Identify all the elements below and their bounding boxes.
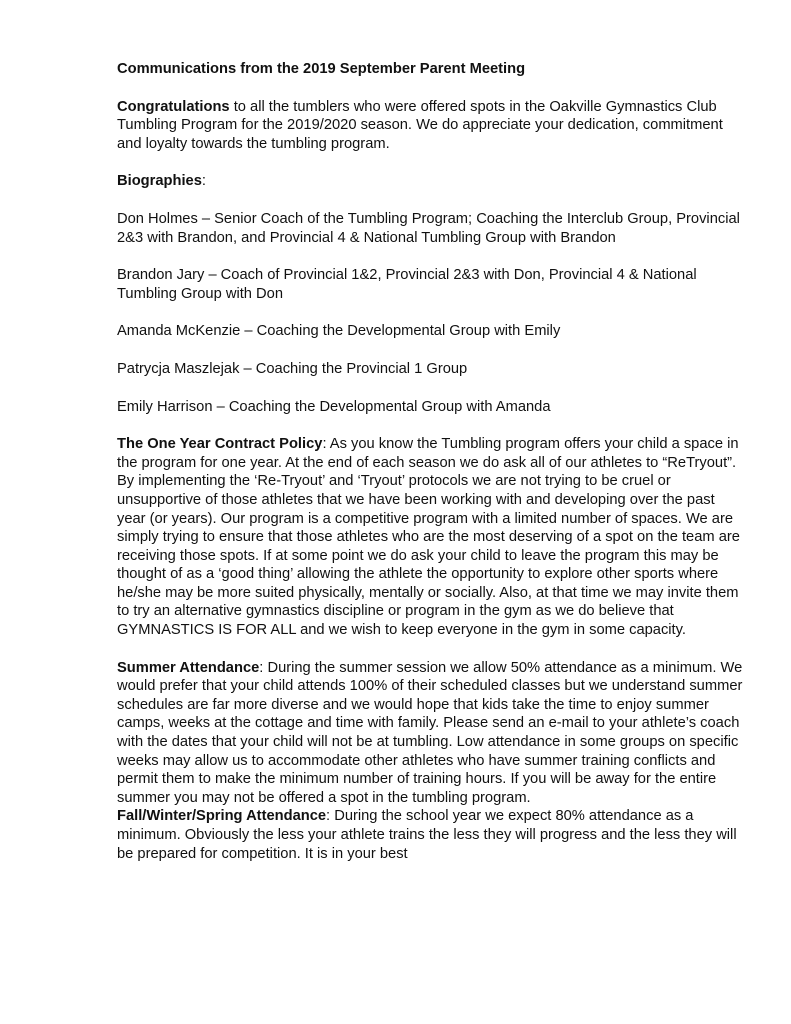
fall-attendance-paragraph [117,807,747,863]
fall-attendance-lead: Fall/Winter/Spring Attendance [117,808,327,825]
bio-brandon-jary: Brandon Jary – Coach of Provincial 1&2, Provincial 2&3 with Don, Provincial 4 & National Tumbling Group with Don [117,267,697,302]
congratulations-lead: Congratulations [117,98,230,115]
bio-emily-harrison: Emily Harrison – Coaching the Developmental Group with Amanda [117,398,551,415]
fall-attendance-text: : During the school year we expect 80% attendance as a minimum. Obviously the less your athlete trains the less they will progress and the less they will be prepared for competition. It is in your best [117,808,737,862]
contract-policy-lead: The One Year Contract Policy [117,436,323,453]
bio-amanda-mckenzie: Amanda McKenzie – Coaching the Developmental Group with Emily [117,323,561,340]
summer-attendance-lead: Summer Attendance [117,659,260,676]
contract-policy-paragraph [117,435,747,640]
summer-attendance-paragraph [117,659,747,808]
biographies-heading [117,172,747,191]
document-title: Communications from the 2019 September Parent Meeting [117,61,526,77]
biographies-lead: Biographies [117,173,202,190]
congratulations-paragraph [117,98,747,154]
summer-attendance-text: : During the summer session we allow 50% attendance as a minimum. We would prefer that your child attends 100% of their scheduled classes but we understand summer schedules are far more diverse and we would hope that kids take the time to enjoy summer camps, weeks at the cottage and time with family. Please send an e-mail to your athlete’s coach with the dates that your child will not be at tumbling. Low attendance in some groups on specific weeks may allow us to accommodate other athletes who have summer training conflicts and permit them to make the minimum number of training hours. If you will be away for the entire summer you may not be offered a spot in the tumbling program. [117,659,743,806]
biographies-colon: : [201,173,206,190]
bio-don-holmes: Don Holmes – Senior Coach of the Tumbling Program; Coaching the Interclub Group, Provincial 2&3 with Brandon, and Provincial 4 & National Tumbling Group with Brandon [117,210,740,246]
congratulations-text: to all the tumblers who were offered spots in the Oakville Gymnastics Club Tumbling Program for the 2019/2020 season. We do appreciate your dedication, commitment and loyalty towards the tumbling program. [117,98,723,152]
contract-policy-text: : As you know the Tumbling program offers your child a space in the program for one year. At the end of each season we do ask all of our athletes to “ReTryout”. By implementing the ‘Re-Tryout’ and ‘Tryout’ protocols we are not trying to be cruel or unsupportive of those athletes that we have been working with and developing over the past year (or years). Our program is a competitive program with a limited number of spaces. We are simply trying to ensure that those athletes who are the most deserving of a spot on the team are receiving those spots. If at some point we do ask your child to leave the program this may be thought of as a ‘good thing’ allowing the athlete the opportunity to explore other sports where he/she may be more suited physically, mentally or socially. Also, at that time we may invite them to try an alternative gymnastics discipline or program in the gym as we do believe that GYMNASTICS IS FOR ALL and we wish to keep everyone in the gym in some capacity. [117,436,740,639]
bio-patrycja-maszlejak: Patrycja Maszlejak – Coaching the Provincial 1 Group [117,360,468,377]
document-body [117,60,747,863]
